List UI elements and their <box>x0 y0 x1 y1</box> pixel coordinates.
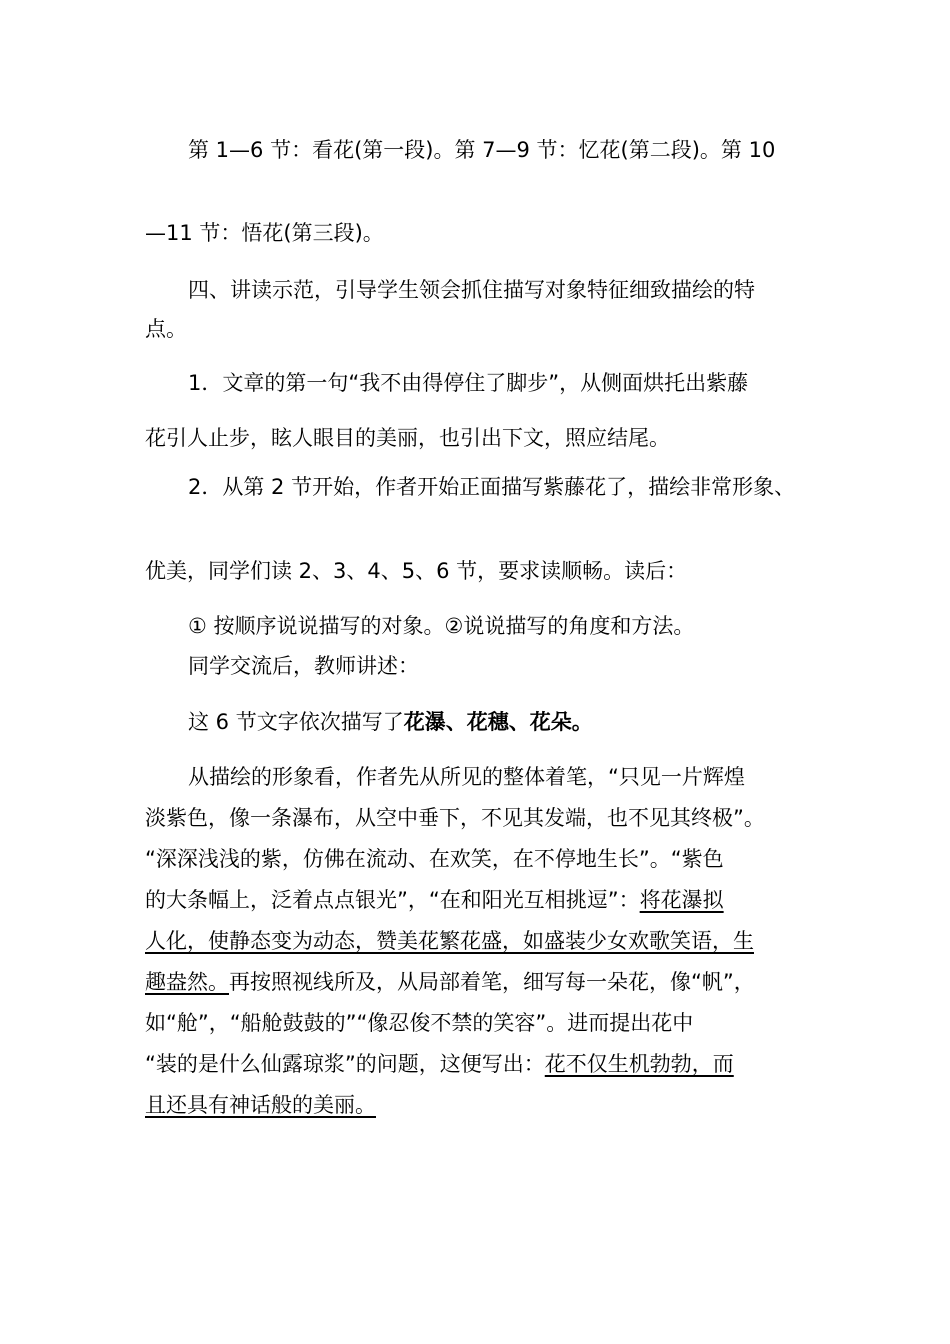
analysis-line-6-underlined: 趣盎然。 <box>145 970 229 994</box>
analysis-line-4 <box>145 886 724 914</box>
analysis-line-6-plain: 再按照视线所及，从局部着笔，细写每一朵花，像“帆”， <box>229 970 755 994</box>
analysis-line-5 <box>145 927 754 955</box>
summary-prefix: 这 6 节文字依次描写了 <box>188 710 404 734</box>
analysis-line-8 <box>145 1050 734 1078</box>
analysis-line-4-underlined: 将花瀑拟 <box>639 888 724 912</box>
summary-line <box>188 708 593 736</box>
item-one: 1．文章的第一句“我不由得停住了脚步”，从侧面烘托出紫藤 <box>188 371 749 395</box>
teacher-lecture-intro: 同学交流后，教师讲述： <box>188 654 419 678</box>
heading-part-four: 四、讲读示范，引导学生领会抓住描写对象特征细致描绘的特 <box>188 278 755 302</box>
analysis-line-4-plain: 的大条幅上，泛着点点银光”，“在和阳光互相挑逗”： <box>145 888 640 912</box>
analysis-line-5-underlined: 人化，使静态变为动态，赞美花繁花盛，如盛装少女欢歌笑语，生 <box>145 929 754 953</box>
analysis-line-9-underlined: 且还具有神话般的美丽。 <box>145 1093 376 1117</box>
summary-objects: 花瀑、花穗、花朵。 <box>403 710 593 734</box>
analysis-line-2: 淡紫色，像一条瀑布，从空中垂下，不见其发端，也不见其终极”。 <box>145 806 765 830</box>
analysis-line-7: 如“舱”，“船舱鼓鼓的”“像忍俊不禁的笑容”。进而提出花中 <box>145 1011 694 1035</box>
item-two-cont: 优美，同学们读 2、3、4、5、6 节，要求读顺畅。读后： <box>145 559 688 583</box>
analysis-line-3: “深深浅浅的紫，仿佛在流动、在欢笑，在不停地生长”。“紫色 <box>145 847 724 871</box>
analysis-line-6 <box>145 968 755 996</box>
item-two: 2．从第 2 节开始，作者开始正面描写紫藤花了，描绘非常形象、 <box>188 475 796 499</box>
analysis-line-9 <box>145 1091 376 1119</box>
analysis-line-8-plain: “装的是什么仙露琼浆”的问题，这便写出： <box>145 1052 545 1076</box>
reading-tasks: ① 按顺序说说描写的对象。②说说描写的角度和方法。 <box>188 614 695 638</box>
paragraph-section-division-cont: —11 节：悟花(第三段)。 <box>145 221 384 245</box>
heading-part-four-cont: 点。 <box>145 317 187 341</box>
analysis-line-1: 从描绘的形象看，作者先从所见的整体着笔，“只见一片辉煌 <box>188 765 745 789</box>
item-one-cont: 花引人止步，眩人眼目的美丽，也引出下文，照应结尾。 <box>145 426 670 450</box>
analysis-line-8-underlined: 花不仅生机勃勃，而 <box>544 1052 734 1076</box>
paragraph-section-division: 第 1—6 节：看花(第一段)。第 7—9 节：忆花(第二段)。第 10 <box>188 138 776 162</box>
